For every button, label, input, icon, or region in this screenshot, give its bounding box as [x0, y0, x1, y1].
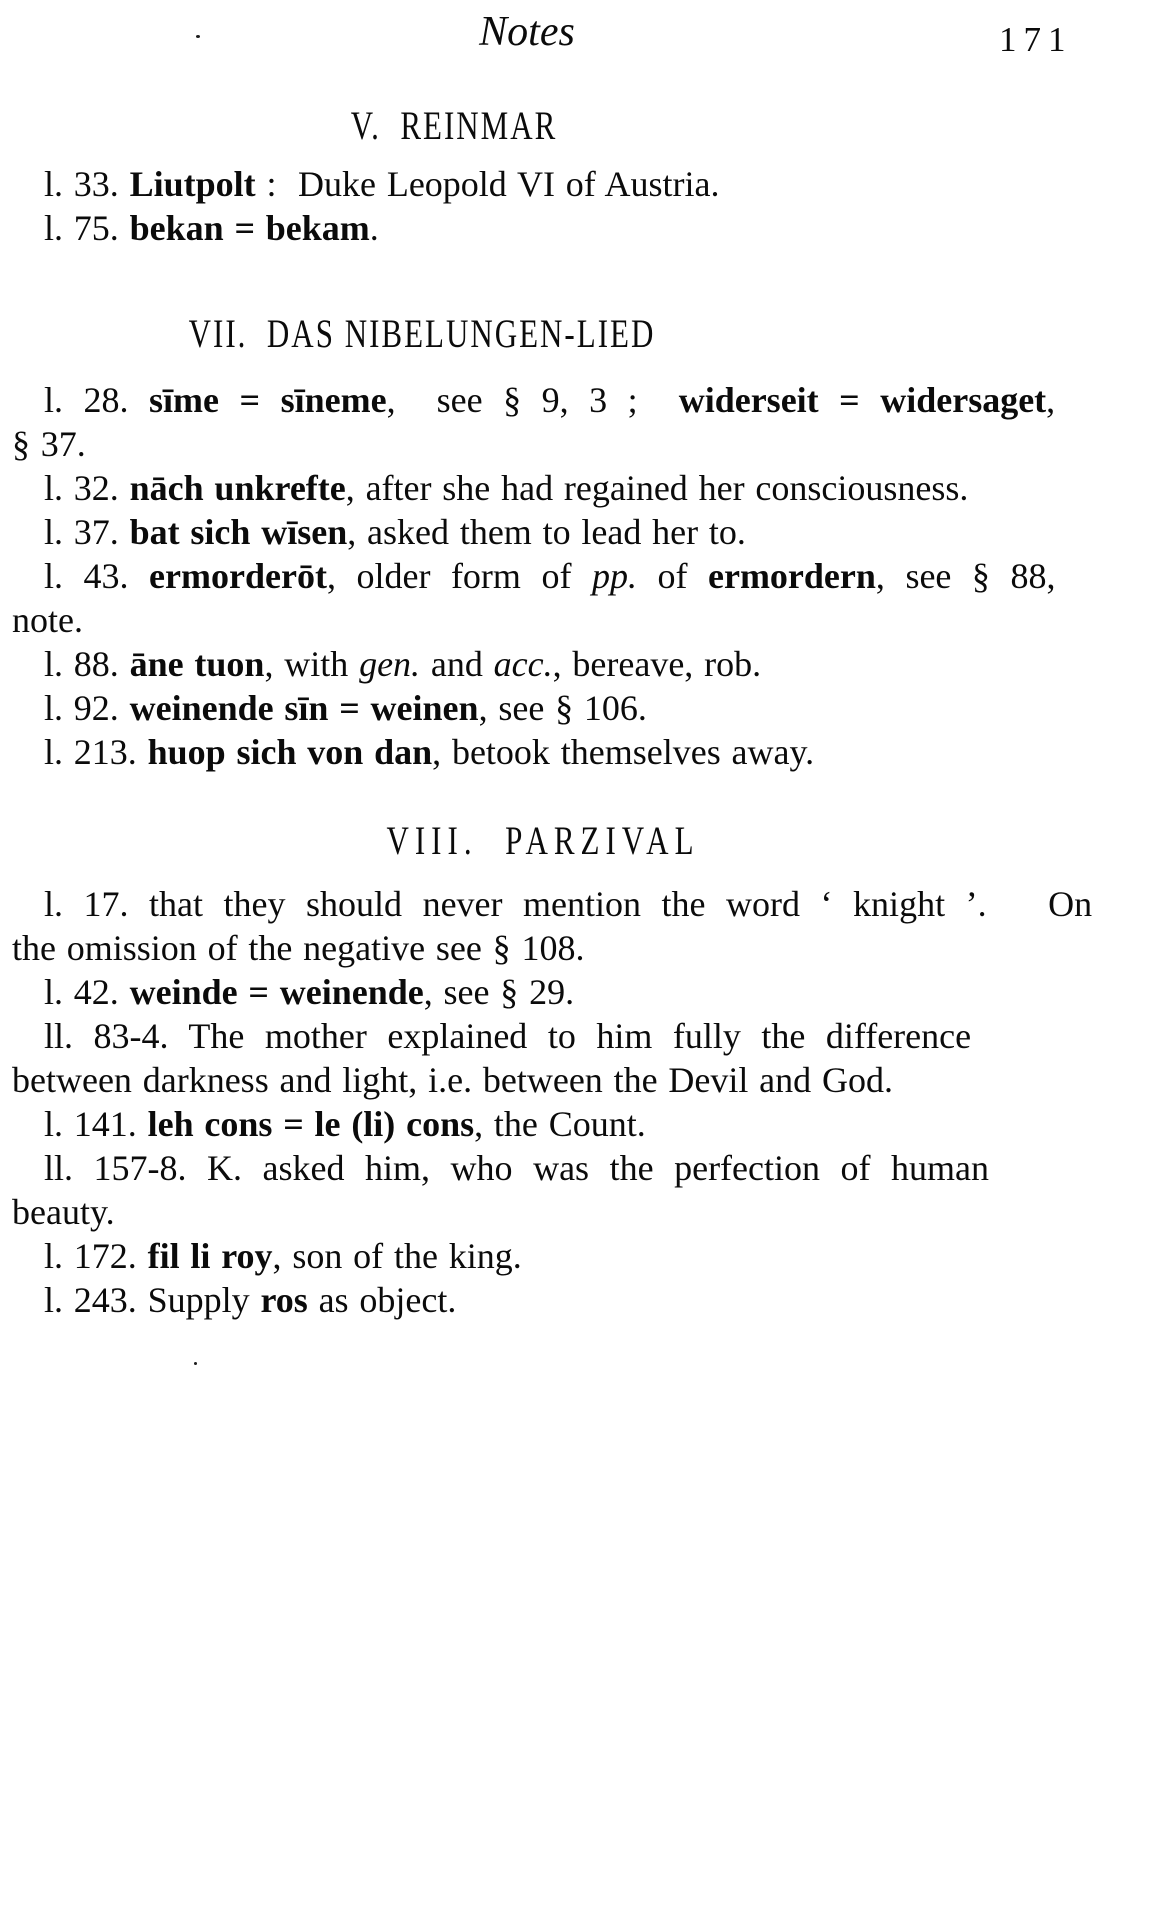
- text-run: l. 32.: [44, 468, 130, 508]
- text-run: l. 213.: [44, 732, 148, 772]
- text-run: , see § 29.: [423, 972, 575, 1012]
- note-entry: [12, 162, 1128, 206]
- text-run: āne tuon: [129, 644, 265, 684]
- running-title: Notes: [479, 9, 575, 55]
- note-entry: [12, 466, 1128, 510]
- text-run: ermorderōt: [149, 556, 327, 596]
- text-run: nāch unkrefte: [129, 468, 346, 508]
- note-line: [12, 686, 1128, 730]
- text-run: , betook themselves away.: [432, 732, 815, 772]
- note-line: [12, 206, 1128, 250]
- note-line: [12, 162, 1128, 206]
- scan-speck-top: [196, 35, 200, 38]
- text-run: widerseit = widersaget: [678, 380, 1047, 420]
- text-run: l. 243. Supply: [44, 1280, 261, 1320]
- scan-speck-bottom: [194, 1362, 197, 1365]
- text-run: ros: [260, 1280, 308, 1320]
- note-line: [12, 970, 1128, 1014]
- note-entry: [12, 554, 1128, 642]
- text-run: note.: [12, 600, 83, 640]
- note-entry: [12, 1146, 1128, 1234]
- note-entry: [12, 1014, 1128, 1102]
- note-line: [12, 1234, 1128, 1278]
- text-run: weinde = weinende: [129, 972, 424, 1012]
- note-line: [12, 422, 1128, 466]
- note-line: [12, 926, 1128, 970]
- note-line: [12, 730, 1128, 774]
- text-run: .: [369, 208, 379, 248]
- text-run: l. 92.: [44, 688, 130, 728]
- note-line: [12, 1102, 1128, 1146]
- text-run: : Duke Leopold VI of Austria.: [255, 164, 720, 204]
- note-line: [12, 1058, 1128, 1102]
- text-run: , see § 88,: [875, 556, 1056, 596]
- page-header: [0, 0, 1156, 60]
- note-line: [12, 1014, 1128, 1058]
- note-entry: [12, 378, 1128, 466]
- note-entry: [12, 1102, 1128, 1146]
- note-line: [12, 882, 1128, 926]
- text-run: bekan = bekam: [129, 208, 370, 248]
- text-run: l. 33.: [44, 164, 130, 204]
- section-heading: VII. DAS NIBELUNGEN-LIED: [188, 310, 656, 357]
- text-run: , see § 106.: [478, 688, 647, 728]
- text-run: weinende sīn = weinen: [129, 688, 479, 728]
- text-run: , asked them to lead her to.: [347, 512, 746, 552]
- text-run: sīme = sīneme: [149, 380, 387, 420]
- text-run: § 37.: [12, 424, 86, 464]
- section-heading: V. REINMAR: [350, 102, 558, 149]
- notes-section: [12, 104, 1128, 250]
- text-run: l. 75.: [44, 208, 130, 248]
- text-run: huop sich von dan: [147, 732, 433, 772]
- text-run: , older form of: [326, 556, 592, 596]
- notes-content: [0, 104, 1156, 1322]
- note-entry: [12, 730, 1128, 774]
- text-run: acc.: [493, 644, 553, 684]
- notes-section: [12, 819, 1128, 1322]
- text-run: , see § 9, 3 ;: [386, 380, 679, 420]
- text-run: , son of the king.: [272, 1236, 522, 1276]
- text-run: l. 17. that they should never mention the word ‘ knight ’. On: [44, 884, 1093, 924]
- text-run: , after she had regained her consciousness.: [345, 468, 969, 508]
- note-entry: [12, 642, 1128, 686]
- note-entry: [12, 1278, 1128, 1322]
- page-number: 171: [999, 20, 1073, 59]
- text-run: and: [420, 644, 494, 684]
- text-run: Liutpolt: [129, 164, 256, 204]
- text-run: as object.: [307, 1280, 457, 1320]
- note-entry: [12, 1234, 1128, 1278]
- text-run: beauty.: [12, 1192, 115, 1232]
- text-run: between darkness and light, i.e. between the Devil and God.: [12, 1060, 893, 1100]
- text-run: , the Count.: [474, 1104, 646, 1144]
- text-run: l. 141.: [44, 1104, 148, 1144]
- text-run: l. 172.: [44, 1236, 148, 1276]
- text-run: l. 37.: [44, 512, 130, 552]
- note-line: [12, 466, 1128, 510]
- text-run: fil li roy: [147, 1236, 273, 1276]
- note-line: [12, 1190, 1128, 1234]
- note-entry: [12, 882, 1128, 970]
- section-heading: VIII. PARZIVAL: [386, 817, 700, 864]
- text-run: l. 43.: [44, 556, 150, 596]
- notes-section: [12, 312, 1128, 774]
- text-run: bat sich wīsen: [129, 512, 348, 552]
- text-run: l. 28.: [44, 380, 150, 420]
- note-entry: [12, 510, 1128, 554]
- note-line: [12, 1146, 1128, 1190]
- note-line: [12, 554, 1128, 598]
- text-run: gen.: [359, 644, 421, 684]
- note-line: [12, 510, 1128, 554]
- text-run: l. 42.: [44, 972, 130, 1012]
- text-run: ll. 157-8. K. asked him, who was the perfection of human: [44, 1148, 990, 1188]
- note-line: [12, 642, 1128, 686]
- text-run: , bereave, rob.: [552, 644, 762, 684]
- text-run: of: [636, 556, 708, 596]
- text-run: , with: [264, 644, 360, 684]
- note-entry: [12, 970, 1128, 1014]
- note-line: [12, 598, 1128, 642]
- text-run: ll. 83-4. The mother explained to him fully the difference: [44, 1016, 972, 1056]
- note-line: [12, 378, 1128, 422]
- note-line: [12, 1278, 1128, 1322]
- text-run: ermordern: [707, 556, 876, 596]
- text-run: ,: [1046, 380, 1056, 420]
- text-run: the omission of the negative see § 108.: [12, 928, 585, 968]
- text-run: l. 88.: [44, 644, 130, 684]
- note-entry: [12, 686, 1128, 730]
- text-run: pp.: [591, 556, 637, 596]
- note-entry: [12, 206, 1128, 250]
- text-run: leh cons = le (li) cons: [147, 1104, 475, 1144]
